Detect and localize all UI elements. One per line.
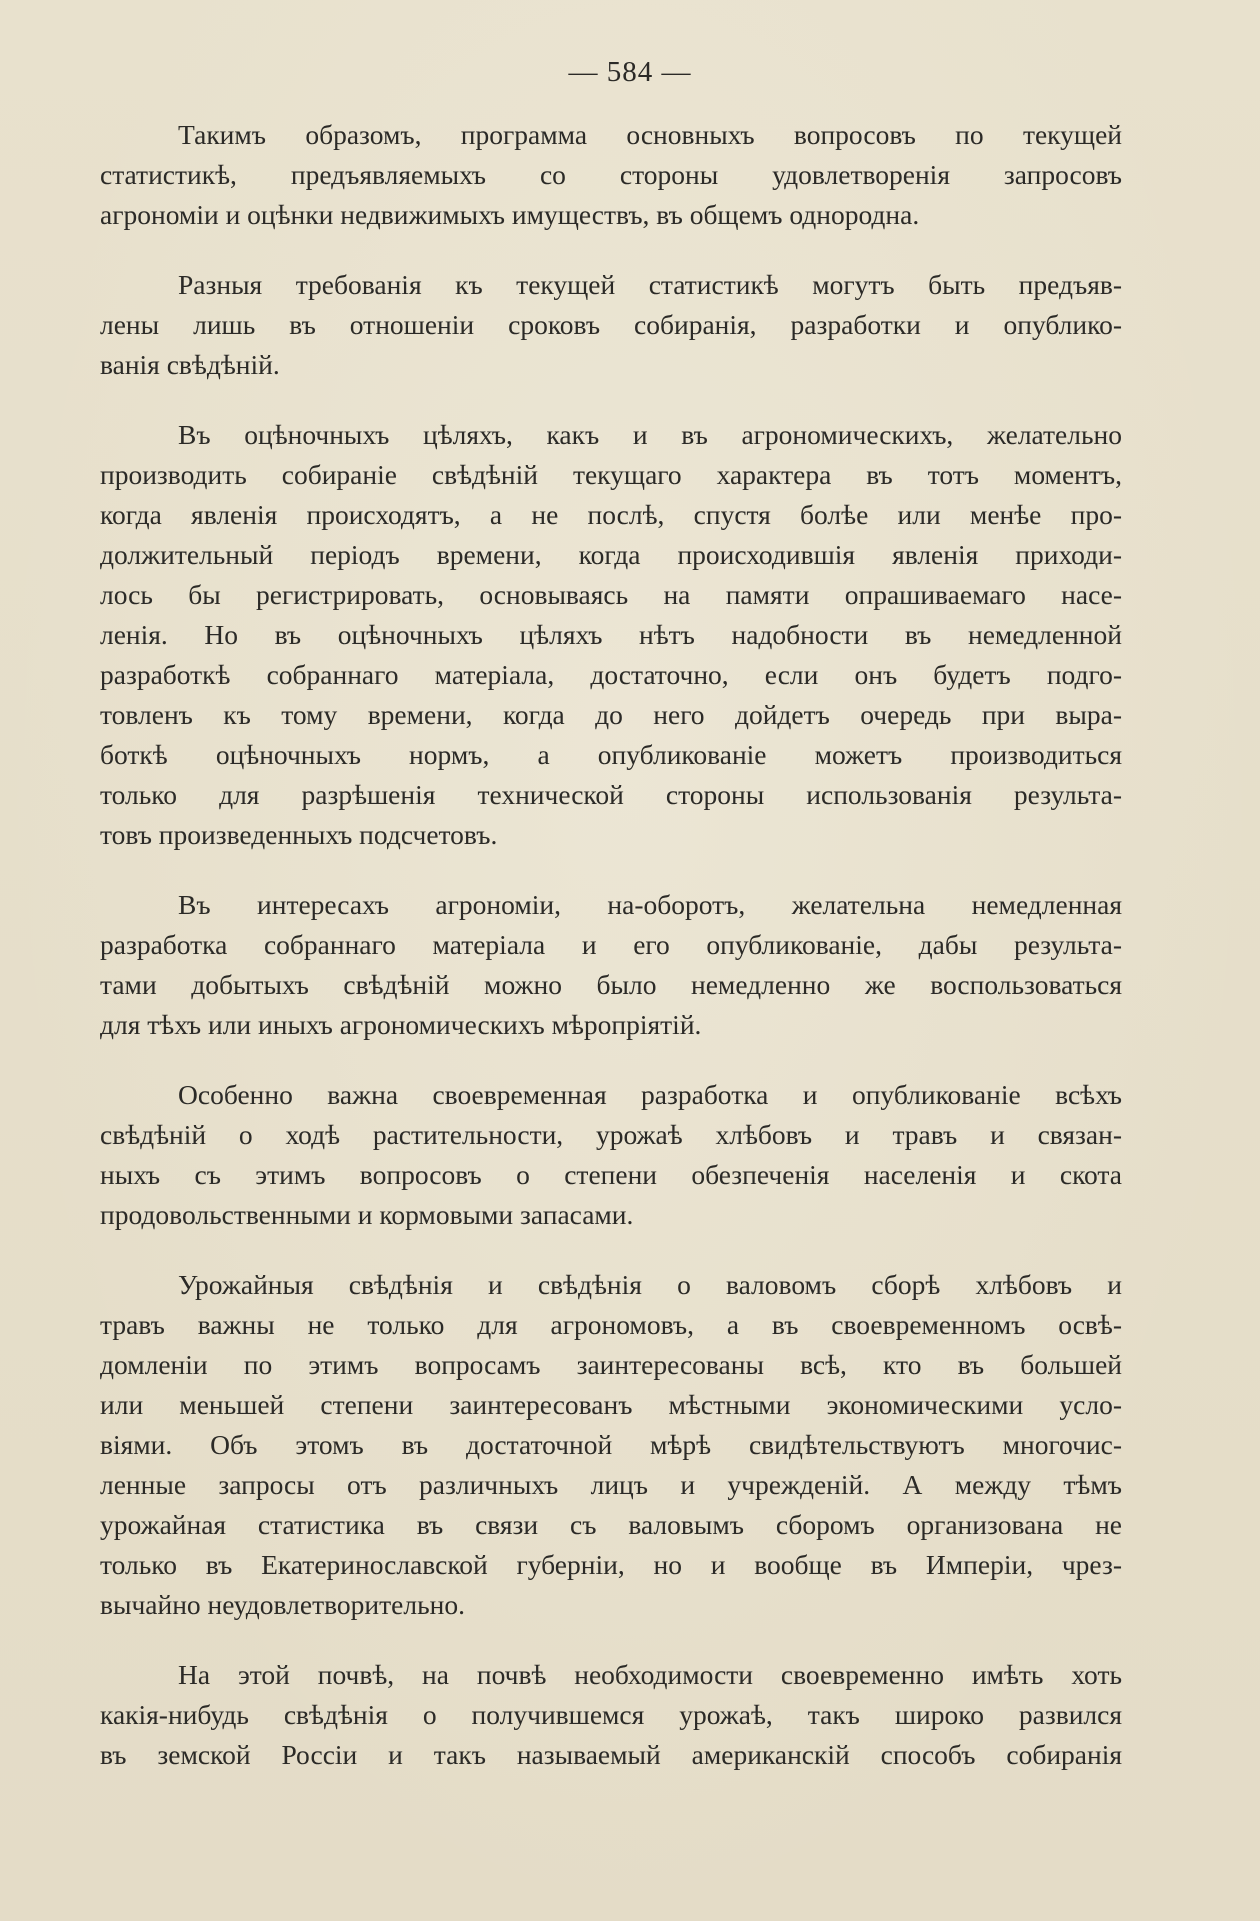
text-line: Особенно важна своевременная разработка и опубликованіе всѣхъ	[178, 1079, 1122, 1110]
body-text	[100, 115, 1122, 1805]
text-line: статистикѣ, предъявляемыхъ со стороны удовлетворенія запросовъ	[100, 159, 1122, 190]
text-line: производить собираніе свѣдѣній текущаго характера въ тотъ моментъ,	[100, 459, 1122, 490]
text-line: травъ важны не только для агрономовъ, а въ своевременномъ освѣ-	[100, 1309, 1122, 1340]
text-line: только для разрѣшенія технической стороны использованія результа-	[100, 779, 1122, 810]
text-line: товленъ къ тому времени, когда до него дойдетъ очередь при выра-	[100, 699, 1122, 730]
text-line: боткѣ оцѣночныхъ нормъ, а опубликованіе можетъ производиться	[100, 739, 1122, 770]
text-line: ленные запросы отъ различныхъ лицъ и учрежденій. А между тѣмъ	[100, 1469, 1122, 1500]
text-line: для тѣхъ или иныхъ агрономическихъ мѣропріятій.	[100, 1009, 702, 1040]
paragraph	[100, 415, 1122, 855]
text-line: урожайная статистика въ связи съ валовымъ сборомъ организована не	[100, 1509, 1122, 1540]
text-line: На этой почвѣ, на почвѣ необходимости своевременно имѣть хоть	[178, 1659, 1122, 1690]
text-line: должительный періодъ времени, когда происходившія явленія приходи-	[100, 539, 1122, 570]
paragraph	[100, 885, 1122, 1045]
text-line: только въ Екатеринославской губерніи, но и вообще въ Имперіи, чрез-	[100, 1549, 1122, 1580]
text-line: какія-нибудь свѣдѣнія о получившемся урожаѣ, такъ широко развился	[100, 1699, 1122, 1730]
text-line: Урожайныя свѣдѣнія и свѣдѣнія о валовомъ сборѣ хлѣбовъ и	[178, 1269, 1122, 1300]
text-line: агрономіи и оцѣнки недвижимыхъ имуществъ, въ общемъ однородна.	[100, 199, 920, 230]
text-line: когда явленія происходятъ, а не послѣ, спустя болѣе или менѣе про-	[100, 499, 1122, 530]
text-line: вычайно неудовлетворительно.	[100, 1589, 465, 1620]
text-line: разработкѣ собраннаго матеріала, достаточно, если онъ будетъ подго-	[100, 659, 1122, 690]
text-line: товъ произведенныхъ подсчетовъ.	[100, 819, 498, 850]
text-line: Въ интересахъ агрономіи, на-оборотъ, желательна немедленная	[178, 889, 1122, 920]
text-line: лось бы регистрировать, основываясь на памяти опрашиваемаго насе-	[100, 579, 1122, 610]
paragraph	[100, 1265, 1122, 1625]
text-line: Въ оцѣночныхъ цѣляхъ, какъ и въ агрономическихъ, желательно	[178, 419, 1122, 450]
text-line: ванія свѣдѣній.	[100, 349, 280, 380]
page-number: — 584 —	[568, 56, 692, 88]
text-line: или меньшей степени заинтересованъ мѣстными экономическими усло-	[100, 1389, 1122, 1420]
text-line: Такимъ образомъ, программа основныхъ вопросовъ по текущей	[178, 119, 1122, 150]
paragraph	[100, 115, 1122, 235]
text-line: домленіи по этимъ вопросамъ заинтересованы всѣ, кто въ большей	[100, 1349, 1122, 1380]
paragraph	[100, 1075, 1122, 1235]
paragraph	[100, 265, 1122, 385]
text-line: разработка собраннаго матеріала и его опубликованіе, дабы результа-	[100, 929, 1122, 960]
text-line: продовольственными и кормовыми запасами.	[100, 1199, 634, 1230]
text-line: свѣдѣній о ходѣ растительности, урожаѣ хлѣбовъ и травъ и связан-	[100, 1119, 1122, 1150]
text-line: лены лишь въ отношеніи сроковъ собиранія, разработки и опублико-	[100, 309, 1122, 340]
text-line: тами добытыхъ свѣдѣній можно было немедленно же воспользоваться	[100, 969, 1122, 1000]
text-line: Разныя требованія къ текущей статистикѣ могутъ быть предъяв-	[178, 269, 1122, 300]
text-line: въ земской Россіи и такъ называемый американскій способъ собиранія	[100, 1739, 1122, 1770]
paragraph	[100, 1655, 1122, 1775]
text-line: ленія. Но въ оцѣночныхъ цѣляхъ нѣтъ надобности въ немедленной	[100, 619, 1122, 650]
text-line: віями. Объ этомъ въ достаточной мѣрѣ свидѣтельствуютъ многочис-	[100, 1429, 1122, 1460]
text-line: ныхъ съ этимъ вопросовъ о степени обезпеченія населенія и скота	[100, 1159, 1122, 1190]
